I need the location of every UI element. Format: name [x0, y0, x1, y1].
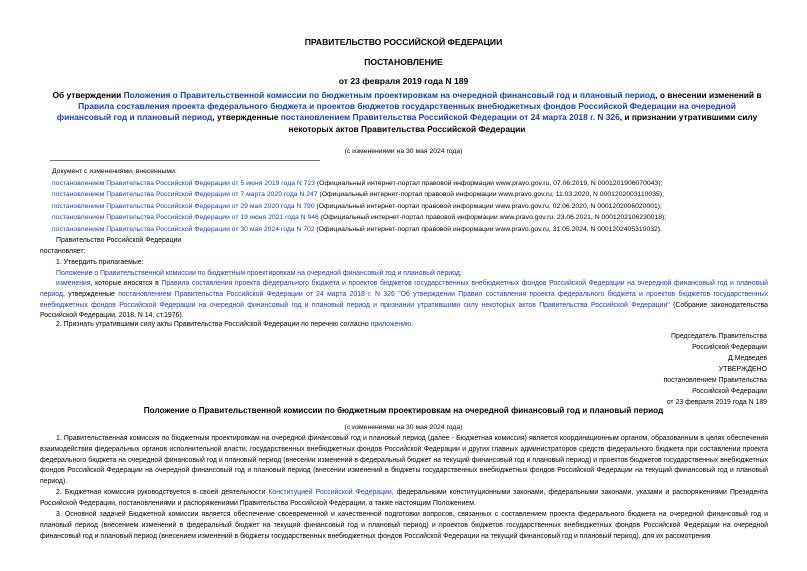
link-appendix[interactable]: приложению: [370, 321, 412, 328]
change-source: (Официальный интернет-портал правовой информации www.pravo.gov.ru, 31.05.2024, N 0001202405310032).: [314, 225, 662, 233]
section-paragraph-2: [40, 488, 768, 510]
body-gov: Правительство Российской Федерации: [56, 237, 182, 244]
changes-intro: Документ с изменениями, внесенными:: [52, 168, 177, 175]
signature-line: Председатель Правительства: [671, 333, 767, 340]
paragraph-1b: [40, 279, 768, 322]
text: 2. Бюджетная комиссия руководствуется в своей деятельности: [56, 489, 269, 496]
title-link-regulation[interactable]: Положения о Правительственной комиссии по бюджетным проектировкам на очередной финансовый год и плановый период: [123, 90, 656, 100]
paragraph-1a-link[interactable]: Положение о Правительственной комиссии по бюджетным проектировкам на очередной финансовый год и плановый период;: [56, 270, 462, 277]
link-decree-326[interactable]: постановлением Правительства Российской Федерации от 24 марта 2018 г. N 326 "Об утверждении Правил составления проекта федерального бюджета и проектов бюджетов государственных внебюджетных фондов Российской Федерации на очередной финансовый год и плановый период и признании утратившими силу некоторых актов Правительства Российской Федерации": [40, 290, 769, 309]
change-source: (Официальный интернет-портал правовой информации www.pravo.gov.ru, 07.06.2019, N 0001201906070043);: [315, 179, 663, 187]
paragraph-2: [56, 320, 413, 331]
text: , федеральными конституционными законами, федеральными законами, указами и распоряжениями Президента Российской Федерации, постановлениями и распоряжениями Правительства Российской Федерации, а также настоящим Положением.: [40, 489, 768, 507]
change-source: (Официальный интернет-портал правовой информации www.pravo.gov.ru, 02.06.2020, N 0001202006020001);: [314, 202, 662, 210]
text: (Собрание законодательства Российской Федерации, 2018, N 14, ст.1976).: [40, 301, 768, 320]
change-source: (Официальный интернет-портал правовой информации www.pravo.gov.ru, 11.03.2020, N 0001202003110035);: [317, 191, 664, 198]
document-title: [50, 90, 764, 135]
section-paragraph-3: 3. Основной задачей Бюджетной комиссии является обеспечение своевременной и качественной подготовки вопросов, связанных с составлением проекта федерального бюджета на очередной финансовый год и плановый период (внесением изменений в федеральный бюджет на текущий финансовый год и плановый период) и проектов бюджетов государственных внебюджетных фондов Российской Федерации на очередной финансовый год и плановый период (внесением изменений в бюджеты государственных внебюджетных фондов Российской Федерации на текущий финансовый год и плановый период), для их рассмотрения: [40, 511, 768, 540]
link-changes[interactable]: изменения: [56, 280, 91, 287]
list-item: [52, 178, 772, 190]
text: .: [411, 321, 414, 328]
change-link[interactable]: постановлением Правительства Российской Федерации от 5 июня 2019 года N 723: [52, 179, 316, 187]
approval-line: Российской Федерации: [692, 388, 767, 395]
list-item: [52, 212, 772, 224]
change-link[interactable]: постановлением Правительства Российской Федерации от 7 марта 2020 года N 247: [52, 191, 318, 198]
title-link-decree-326[interactable]: постановлением Правительства Российской Федерации от 24 марта 2018 г. N 326: [280, 112, 620, 123]
list-item: [52, 201, 772, 213]
text: 2. Признать утратившими силу акты Правительства Российской Федерации по перечню согласно: [56, 321, 371, 328]
title-part: , и признании утратившими силу некоторых актов Правительства Российской Федерации: [288, 112, 758, 134]
signature-line: Д.Медведев: [728, 355, 767, 362]
paragraph-1: 1. Утвердить прилагаемые:: [56, 259, 144, 266]
document-type: ПОСТАНОВЛЕНИЕ: [364, 57, 443, 67]
list-item: [52, 189, 772, 201]
change-link[interactable]: постановлением Правительства Российской Федерации от 19 июня 2021 года N 946: [52, 214, 319, 221]
document-date: от 23 февраля 2019 года N 189: [338, 76, 469, 86]
signature-line: Российской Федерации: [692, 344, 767, 351]
title-part: Об утверждении: [52, 90, 124, 100]
section-edition: (с изменениями на 30 мая 2024 года): [344, 424, 463, 431]
section-paragraph-1: 1. Правительственная комиссия по бюджетным проектировкам на очередной финансовый год и плановый период (далее - Бюджетная комиссия) является координационным органом, образованным в целях обеспечения взаимодействия федеральных органов исполнительной власти, государственных внебюджетных фондов Российской Федерации и других главных администраторов средств федерального бюджета при составлении проекта федерального бюджета на очередной финансовый год и плановый период (внесении изменений в федеральный бюджет на текущий финансовый год и плановый период) и проектов бюджетов государственных внебюджетных фондов Российской Федерации на очередной финансовый год и плановый период (внесении изменений в бюджеты государственных внебюджетных фондов Российской Федерации на текущий финансовый год и плановый период).: [40, 435, 768, 486]
link-constitution[interactable]: Конституцией Российской Федерации: [268, 489, 392, 496]
changes-list: [52, 166, 772, 235]
link-rules[interactable]: Правила составления проекта федерального бюджета и проектов бюджетов государственных внебюджетных фондов Российской Федерации на очередной финансовый год и плановый период: [40, 280, 769, 298]
government-heading: ПРАВИТЕЛЬСТВО РОССИЙСКОЙ ФЕДЕРАЦИИ: [304, 37, 503, 47]
title-link-rules[interactable]: Правила составления проекта федерального бюджета и проектов бюджетов государственных внебюджетных фондов Российской Федерации на очередной финансовый год и плановый период: [56, 101, 736, 123]
approval-line: постановлением Правительства: [663, 377, 767, 384]
approval-line: УТВЕРЖДЕНО: [718, 366, 767, 373]
text: , утвержденные: [62, 290, 119, 298]
body-decrees: постановляет:: [40, 248, 86, 255]
title-part: , о внесении изменений в: [655, 90, 762, 100]
change-link[interactable]: постановлением Правительства Российской Федерации от 30 мая 2024 года N 702: [52, 225, 315, 233]
edition-note: (с изменениями на 30 мая 2024 года): [344, 148, 463, 155]
divider: [50, 160, 320, 161]
approval-line: от 23 февраля 2019 года N 189: [666, 399, 767, 406]
text: , которые вносятся в: [90, 280, 162, 287]
signature-block: [664, 331, 768, 408]
list-item: [52, 224, 772, 236]
section-title: Положение о Правительственной комиссии по бюджетным проектировкам на очередной финансовый год и плановый период: [143, 406, 664, 415]
title-part: , утвержденные: [212, 112, 281, 123]
change-source: (Официальный интернет-портал правовой информации www.pravo.gov.ru, 23.06.2021, N 0001202106230018);: [318, 214, 667, 221]
change-link[interactable]: постановлением Правительства Российской Федерации от 29 мая 2020 года N 790: [52, 202, 315, 210]
